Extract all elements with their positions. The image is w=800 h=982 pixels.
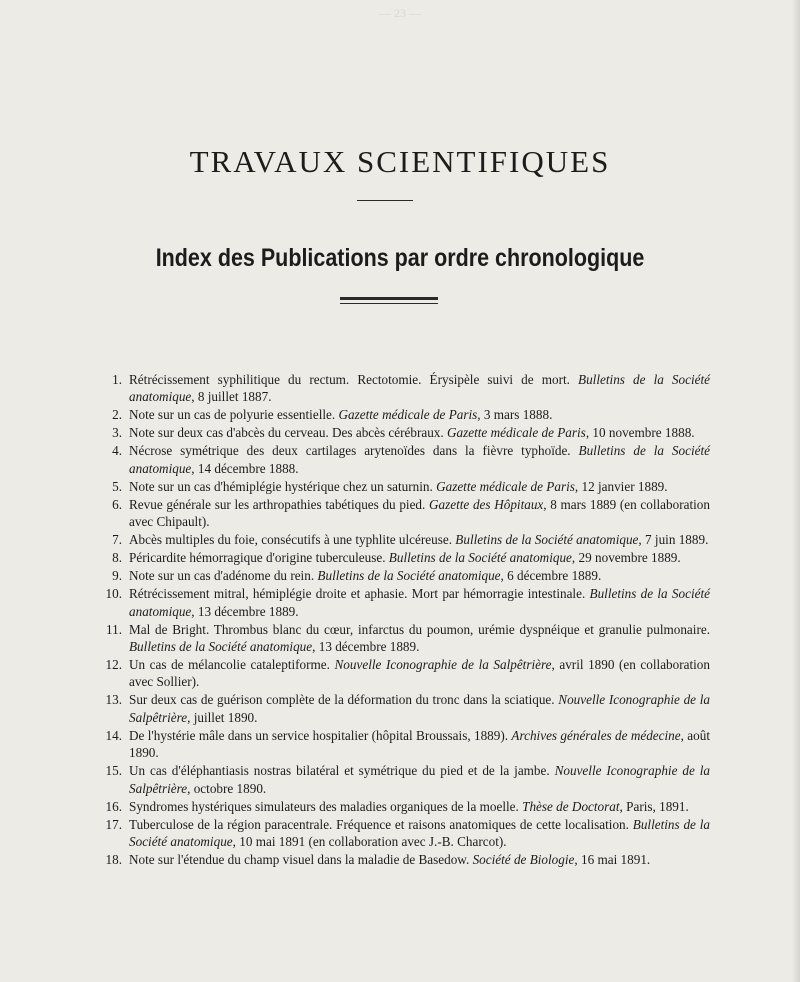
publication-item [92, 656, 710, 691]
publication-item [92, 851, 710, 868]
publication-text: Note sur un cas d'adénome du rein. [129, 568, 318, 584]
publication-number: 5. [112, 478, 122, 494]
publication-item [92, 762, 710, 797]
publication-details: , 13 décembre 1889. [312, 639, 420, 655]
publication-journal: Gazette médicale de Paris [338, 407, 478, 423]
publication-text: Note sur deux cas d'abcès du cerveau. Des abcès cérébraux. [129, 425, 447, 441]
publication-item [92, 585, 710, 620]
publication-number: 4. [112, 443, 122, 459]
publication-text: Péricardite hémorragique d'origine tuberculeuse. [129, 550, 389, 566]
publication-details: , 7 juin 1889. [638, 532, 709, 548]
publication-details: , octobre 1890. [187, 780, 267, 796]
publication-item [92, 442, 710, 477]
publication-journal: Bulletins de la Société anatomique [129, 372, 710, 405]
publication-number: 2. [112, 407, 122, 423]
publication-text: Nécrose symétrique des deux cartilages arytenoïdes dans la fièvre typhoïde. [129, 443, 579, 459]
publication-item [92, 798, 710, 815]
publication-item [92, 406, 710, 423]
publication-number: 18. [105, 852, 122, 868]
publication-number: 9. [112, 568, 122, 584]
page-title: TRAVAUX SCIENTIFIQUES [189, 144, 611, 179]
publication-journal: Gazette des Hôpitaux [429, 496, 544, 512]
publication-item [92, 621, 710, 656]
publication-number: 14. [105, 727, 122, 743]
publication-list [92, 371, 710, 869]
publication-details: , 10 mai 1891 (en collaboration avec J.-B. Charcot). [232, 834, 507, 850]
publication-text: Note sur un cas de polyurie essentielle. [129, 407, 339, 423]
publication-details: , 12 janvier 1889. [574, 478, 668, 494]
publication-number: 15. [105, 763, 122, 779]
publication-journal: Bulletins de la Société anatomique [129, 639, 313, 655]
publication-journal: Société de Biologie [472, 852, 575, 868]
publication-number: 12. [105, 657, 122, 673]
publication-journal: Nouvelle Iconographie de la Salpêtrière [129, 763, 710, 796]
publication-item [92, 727, 710, 762]
publication-number: 1. [112, 372, 122, 387]
publication-details: , avril 1890 (en collaboration avec Sollier). [129, 657, 710, 690]
section-subtitle: Index des Publications par ordre chronologique [155, 244, 645, 272]
publication-journal: Bulletins de la Société anatomique [317, 568, 501, 584]
publication-journal: Nouvelle Iconographie de la Salpêtrière [334, 657, 552, 673]
publication-text: Tuberculose de la région paracentrale. Fréquence et raisons anatomiques de cette localisation. [129, 816, 633, 832]
publication-journal: Thèse de Doctorat [522, 798, 620, 814]
publication-details: , 10 novembre 1888. [585, 425, 695, 441]
publication-journal: Bulletins de la Société anatomique [129, 586, 710, 619]
publication-item [92, 567, 710, 584]
publication-number: 17. [105, 816, 122, 832]
publication-item [92, 816, 710, 851]
publication-text: Abcès multiples du foie, consécutifs à une typhlite ulcéreuse. [129, 532, 456, 548]
publication-details: , 16 mai 1891. [574, 852, 651, 868]
publication-details: , Paris, 1891. [619, 798, 689, 814]
publication-text: De l'hystérie mâle dans un service hospitalier (hôpital Broussais, 1889). [129, 727, 512, 743]
publication-details: , juillet 1890. [187, 709, 258, 725]
publication-journal: Gazette médicale de Paris [436, 478, 575, 494]
publication-text: Mal de Bright. Thrombus blanc du cœur, infarctus du poumon, urémie dyspnéique et granulie pulmonaire. [129, 621, 710, 637]
publication-number: 13. [105, 692, 122, 708]
publication-journal: Bulletins de la Société anatomique [129, 443, 710, 476]
publication-item [92, 424, 710, 441]
publication-text: Un cas d'éléphantiasis nostras bilatéral et symétrique du pied et de la jambe. [129, 763, 555, 779]
publication-item [92, 478, 710, 495]
publication-number: 7. [112, 532, 122, 548]
publication-details: , 8 juillet 1887. [191, 389, 272, 405]
publication-text: Rétrécissement mitral, hémiplégie droite et aphasie. Mort par hémorragie intestinale. [129, 586, 590, 602]
publication-text: Revue générale sur les arthropathies tabétiques du pied. [129, 496, 429, 512]
page-number: — 23 — [379, 6, 421, 20]
publication-text: Rétrécissement syphilitique du rectum. Rectotomie. Érysipèle suivi de mort. [129, 372, 579, 387]
publication-item [92, 371, 710, 406]
publication-details: , 13 décembre 1889. [191, 603, 299, 619]
publication-details: , 6 décembre 1889. [500, 568, 602, 584]
publication-number: 10. [105, 586, 122, 602]
publication-text: Sur deux cas de guérison complète de la déformation du tronc dans la sciatique. [129, 692, 559, 708]
publication-details: , 3 mars 1888. [477, 407, 553, 423]
publication-number: 16. [105, 798, 122, 814]
publication-details: , 14 décembre 1888. [191, 460, 299, 476]
publication-number: 3. [112, 425, 122, 441]
publication-item [92, 531, 710, 548]
publication-item [92, 691, 710, 726]
publication-item [92, 496, 710, 531]
publication-journal: Archives générales de médecine [511, 727, 681, 743]
publication-journal: Nouvelle Iconographie de la Salpêtrière [129, 692, 710, 725]
publication-item [92, 549, 710, 566]
publication-details: , 8 mars 1889 (en collaboration avec Chipault). [129, 496, 710, 530]
publication-journal: Bulletins de la Société anatomique [455, 532, 639, 548]
subtitle-divider [340, 297, 438, 304]
publication-journal: Bulletins de la Société anatomique [388, 550, 572, 566]
publication-number: 6. [112, 496, 122, 512]
publication-text: Syndromes hystériques simulateurs des maladies organiques de la moelle. [129, 798, 523, 814]
publication-journal: Bulletins de la Société anatomique [129, 816, 710, 850]
publication-details: , 29 novembre 1889. [571, 550, 681, 566]
publication-text: Note sur l'étendue du champ visuel dans la maladie de Basedow. [129, 852, 473, 868]
scan-edge-shadow [792, 0, 800, 982]
publication-text: Un cas de mélancolie cataleptiforme. [129, 657, 335, 673]
title-divider [357, 200, 413, 201]
publication-number: 8. [112, 550, 122, 566]
publication-journal: Gazette médicale de Paris [447, 425, 586, 441]
publication-text: Note sur un cas d'hémiplégie hystérique chez un saturnin. [129, 478, 437, 494]
publication-details: , août 1890. [129, 727, 710, 761]
publication-number: 11. [106, 621, 122, 637]
